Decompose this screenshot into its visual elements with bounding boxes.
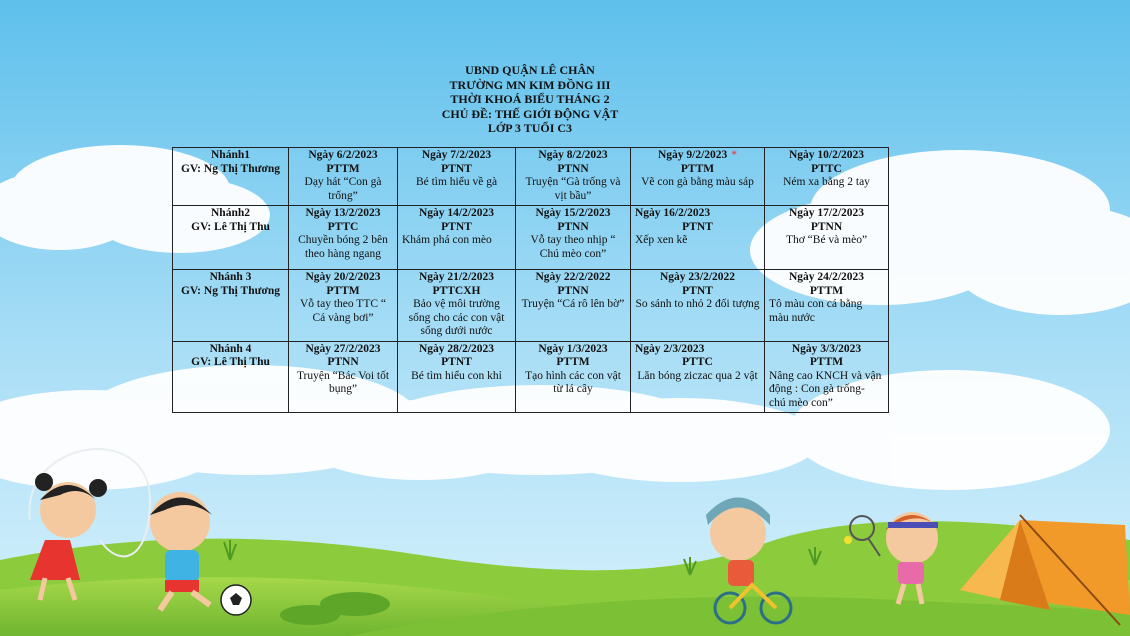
day-date [635, 271, 760, 285]
day-date [520, 271, 626, 285]
day-subject: PTNT [441, 220, 472, 233]
day-cell [398, 270, 516, 342]
day-subject: PTTC [327, 220, 359, 233]
day-subject: PTTM [326, 162, 360, 175]
branch-cell [173, 341, 289, 413]
schedule-row [173, 341, 889, 413]
branch-label: Nhánh 4 [209, 342, 252, 355]
day-activity: Vỗ tay theo TTC “ Cá vàng bơi” [299, 298, 387, 324]
class-name: LỚP 3 TUỔI C3 [487, 121, 573, 135]
day-date-text: Ngày 17/2/2023 [788, 207, 865, 219]
day-cell [398, 341, 516, 413]
branch-cell [173, 148, 289, 206]
schedule-row [173, 270, 889, 342]
teacher-label: GV: Ng Thị Thương [180, 162, 281, 175]
day-cell [289, 270, 398, 342]
day-date [402, 343, 511, 357]
day-activity: Ném xa bằng 2 tay [783, 176, 870, 188]
day-cell [765, 270, 889, 342]
day-date-text: Ngày 10/2/2023 [788, 149, 865, 161]
day-date [769, 271, 884, 285]
day-date [520, 149, 626, 163]
branch-cell [173, 206, 289, 270]
day-date [402, 271, 511, 285]
day-date [769, 207, 884, 221]
day-date-text: Ngày 14/2/2023 [418, 207, 495, 219]
day-activity: Thơ “Bé và mèo” [785, 234, 868, 246]
schedule-table [172, 147, 889, 413]
day-date-text: Ngày 8/2/2023 [538, 149, 608, 161]
day-subject: PTTM [556, 356, 590, 368]
day-date [635, 207, 760, 221]
day-activity: Vỗ tay theo nhịp “ Chú mèo con” [530, 234, 616, 260]
day-subject: PTNT [441, 162, 472, 175]
star-mark: * [731, 149, 738, 161]
day-subject: PTNT [682, 220, 713, 233]
day-activity: Dạy hát “Con gà trống” [304, 176, 382, 202]
day-cell [765, 206, 889, 270]
day-subject: PTNN [327, 356, 359, 368]
day-activity: Truyện “Bác Voi tốt bụng” [296, 369, 390, 395]
day-cell [398, 148, 516, 206]
day-date-text: Ngày 7/2/2023 [421, 149, 492, 161]
day-subject: PTNT [441, 356, 472, 368]
day-date [293, 207, 393, 221]
theme-title: CHỦ ĐỀ: THẾ GIỚI ĐỘNG VẬT [441, 106, 619, 121]
district-name: UBND QUẬN LÊ CHÂN [465, 63, 595, 77]
day-date [402, 207, 511, 221]
day-subject: PTTM [680, 162, 715, 175]
day-date-text: Ngày 23/2/2022 [659, 271, 736, 283]
day-activity: Xếp xen kẽ [635, 234, 688, 246]
day-date-text: Ngày 2/3/2023 [635, 342, 705, 355]
branch-label: Nhánh1 [211, 149, 250, 161]
day-cell [289, 341, 398, 413]
schedule-row [173, 206, 889, 270]
day-activity: Chuyền bóng 2 bên theo hàng ngang [298, 234, 388, 260]
schedule-title: THỜI KHOÁ BIỂU THÁNG 2 [450, 92, 610, 106]
day-date-text: Ngày 28/2/2023 [418, 342, 495, 355]
schedule-table-body [173, 148, 889, 413]
day-activity: So sánh to nhỏ 2 đối tượng [635, 298, 760, 310]
day-activity: Truyện “Gà trống và vịt bầu” [525, 176, 621, 202]
day-date [520, 343, 626, 357]
day-activity: Vẽ con gà bằng màu sáp [641, 176, 754, 188]
day-date [402, 149, 511, 163]
day-subject: PTTM [809, 284, 844, 297]
schedule-row [173, 148, 889, 206]
day-cell [516, 341, 631, 413]
day-cell [289, 206, 398, 270]
day-subject: PTTM [809, 356, 844, 368]
day-subject: PTTM [326, 284, 360, 297]
day-subject: PTNN [557, 220, 589, 233]
day-cell [516, 270, 631, 342]
teacher-label: GV: Lê Thị Thu [191, 220, 270, 233]
day-cell [765, 341, 889, 413]
teacher-label: GV: Lê Thị Thu [191, 356, 270, 368]
day-date-text: Ngày 15/2/2023 [535, 207, 611, 219]
day-activity: Tạo hình các con vật từ lá cây [525, 369, 621, 395]
teacher-label: GV: Ng Thị Thương [180, 284, 281, 297]
day-cell [398, 206, 516, 270]
day-cell [765, 148, 889, 206]
day-date-text: Ngày 13/2/2023 [305, 207, 381, 219]
day-date-text: Ngày 9/2/2023 [657, 149, 728, 161]
day-cell [289, 148, 398, 206]
day-date [520, 207, 626, 221]
day-cell [516, 148, 631, 206]
document-header [330, 63, 730, 136]
day-date [293, 271, 393, 285]
day-date-text: Ngày 22/2/2022 [535, 271, 611, 283]
school-name: TRƯỜNG MN KIM ĐỒNG III [449, 77, 611, 92]
day-date [293, 343, 393, 357]
day-date-text: Ngày 3/3/2023 [791, 342, 862, 355]
day-activity: Bé tìm hiểu về gà [415, 176, 498, 188]
day-subject: PTTC [682, 356, 713, 368]
day-subject: PTNT [682, 284, 713, 297]
day-activity: Bảo vệ môi trường sống cho các con vật sống dưới nước [408, 298, 505, 337]
day-cell [631, 270, 765, 342]
day-date-text: Ngày 1/3/2023 [538, 342, 608, 355]
day-cell [631, 148, 765, 206]
day-date-text: Ngày 21/2/2023 [418, 271, 495, 283]
day-subject: PTNN [557, 162, 589, 175]
day-date-text: Ngày 24/2/2023 [788, 271, 865, 283]
day-activity: Truyện “Cá rô lên bờ” [521, 298, 625, 310]
day-subject: PTTCXH [432, 284, 481, 297]
day-date [293, 149, 393, 163]
day-subject: PTNN [810, 220, 843, 233]
day-activity: Bé tìm hiểu con khỉ [411, 369, 502, 382]
day-date-text: Ngày 16/2/2023 [635, 207, 711, 219]
day-activity: Khám phá con mèo [402, 234, 492, 246]
day-subject: PTNN [557, 284, 589, 297]
day-cell [631, 206, 765, 270]
day-date [769, 343, 884, 357]
day-date-text: Ngày 20/2/2023 [305, 271, 381, 283]
day-activity: Lăn bóng ziczac qua 2 vật [637, 369, 758, 382]
day-cell [516, 206, 631, 270]
day-date-text: Ngày 6/2/2023 [308, 149, 378, 161]
day-activity: Tô màu con cá bằng màu nước [769, 298, 863, 324]
branch-cell [173, 270, 289, 342]
day-date-text: Ngày 27/2/2023 [305, 342, 381, 355]
branch-label: Nhánh2 [211, 207, 250, 219]
day-cell [631, 341, 765, 413]
day-date [769, 149, 884, 163]
day-date [635, 343, 760, 357]
day-activity: Nâng cao KNCH và vận động : Con gà trống- chú mèo con” [769, 369, 882, 409]
day-date [635, 149, 760, 163]
branch-label: Nhánh 3 [209, 271, 252, 283]
day-subject: PTTC [811, 162, 842, 175]
